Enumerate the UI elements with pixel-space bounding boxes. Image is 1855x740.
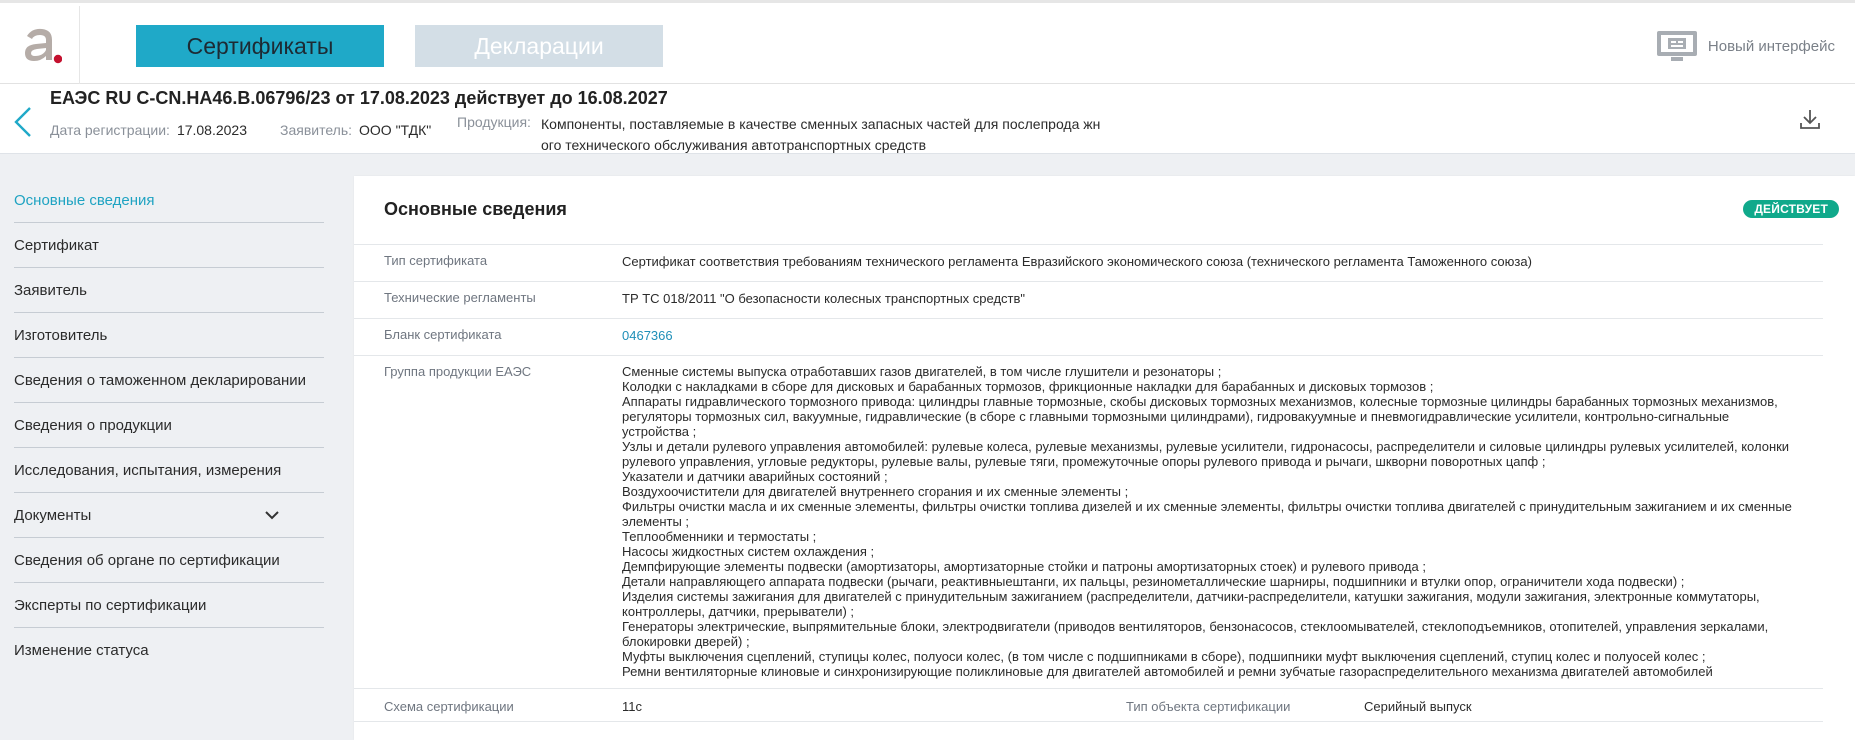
- group-line: Изделия системы зажигания для двигателей с принудительным зажиганием (распределители, датчики-распределители, катушки зажигания, модули зажигания, электронные коммутаторы,: [622, 589, 1760, 604]
- sidebar-item-customs[interactable]: [14, 358, 324, 403]
- product-group-label: Группа продукции ЕАЭС: [384, 364, 532, 379]
- sidebar-item-experts[interactable]: [14, 583, 324, 628]
- tech-reg-value: ТР ТС 018/2011 "О безопасности колесных транспортных средств": [622, 291, 1026, 306]
- group-line: Фильтры очистки масла и их сменные элементы, фильтры очистки топлива дизелей и их сменные элементы, фильтры очистки топлива двигателей с принудительным зажиганием и их сменные: [622, 499, 1792, 514]
- product-label: Продукция:: [457, 114, 531, 130]
- monitor-icon: [1656, 30, 1698, 62]
- group-line: Теплообменники и термостаты ;: [622, 529, 817, 544]
- sidebar-item-label: Документы: [14, 506, 92, 524]
- scheme-value: 11с: [622, 699, 642, 714]
- group-line: Детали направляющего аппарата подвески (рычаги, реактивныештанги, их пальцы, резинометаллические шарниры, подшипники и втулки опор, ограничители хода подвески) ;: [622, 574, 1685, 589]
- registration-date-label: Дата регистрации:: [50, 122, 170, 138]
- logo[interactable]: [0, 6, 80, 86]
- chevron-down-icon[interactable]: [264, 509, 280, 521]
- product-group-value: [622, 356, 1823, 688]
- scheme-label: Схема сертификации: [384, 699, 514, 714]
- group-line: Демпфирующие элементы подвески (амортизаторы, амортизаторные стойки и патроны амортизаторных стоек) и рулевого привода ;: [622, 559, 1426, 574]
- group-line: Сменные системы выпуска отработавших газов двигателей, в том числе глушители и резонаторы ;: [622, 364, 1222, 379]
- sidebar-item-label: Сертификат: [14, 236, 99, 254]
- blank-link[interactable]: 0467366: [622, 328, 673, 343]
- sidebar-item-applicant[interactable]: [14, 268, 324, 313]
- logo-a-icon: [18, 22, 62, 66]
- object-type-label: Тип объекта сертификации: [1126, 699, 1291, 714]
- group-line: рулевого управления, угловые редукторы, рулевые валы, рулевые тяги, промежуточные опоры рулевого привода и рычаги, шкворни поворотных цапф ;: [622, 454, 1546, 469]
- group-line: Узлы и детали рулевого управления автомобилей: рулевые колеса, рулевые механизмы, рулевые усилители, гидронасосы, распределители и силовые цилиндры рулевых усилителей, колонки: [622, 439, 1790, 454]
- group-line: Воздухоочистители для двигателей внутреннего сгорания и их сменные элементы ;: [622, 484, 1129, 499]
- sidebar-item-manufacturer[interactable]: [14, 313, 324, 358]
- group-line: Ремни вентиляторные клиновые и синхронизирующие поликлиновые для двигателей автомобилей и ремни зубчатые газораспределительного механизма двигателей автомобилей: [622, 664, 1713, 679]
- sidebar-item-label: Эксперты по сертификации: [14, 596, 207, 614]
- status-badge: ДЕЙСТВУЕТ: [1743, 200, 1839, 218]
- sidebar-item-label: Исследования, испытания, измерения: [14, 461, 282, 479]
- sidebar-item-cert-body[interactable]: [14, 538, 324, 583]
- group-line: Генераторы электрические, выпрямительные блоки, электродвигатели (приводов вентиляторов, бензонасосов, стеклоомывателей, стеклоподъемников, отопителей, управления зеркалами,: [622, 619, 1769, 634]
- tab-certificates[interactable]: Сертификаты: [136, 25, 384, 67]
- sidebar-item-main-info[interactable]: [14, 178, 324, 223]
- back-arrow-icon[interactable]: [10, 104, 36, 140]
- sidebar-item-product[interactable]: [14, 403, 324, 448]
- object-type-value: Серийный выпуск: [1364, 699, 1472, 714]
- group-line: Аппараты гидравлического тормозного привода: цилиндры главные тормозные, скобы дисковых тормозных механизмов, колесные тормозные цилиндры барабанных тормозных механизмов,: [622, 394, 1778, 409]
- group-line: устройства ;: [622, 424, 697, 439]
- new-interface-button[interactable]: [1656, 29, 1835, 63]
- main-info-panel: [354, 176, 1855, 740]
- panel-title: Основные сведения: [384, 199, 567, 219]
- row-product-group: [354, 355, 1823, 688]
- group-line: регуляторы тормозных сил, вакуумные, гидравлические (в сборе с главными тормозными цилиндрами), гидровакуумные и пневмогидравлические усилители, контрольно-сигнальные: [622, 409, 1730, 424]
- row-blank: [354, 318, 1823, 355]
- sidebar-item-label: Изготовитель: [14, 326, 108, 344]
- sidebar-item-label: Основные сведения: [14, 191, 155, 209]
- registration-date-value: 17.08.2023: [176, 122, 248, 138]
- applicant-value: ООО "ТДК": [359, 122, 432, 138]
- sidebar-item-label: Заявитель: [14, 281, 87, 299]
- group-line: элементы ;: [622, 514, 690, 529]
- group-line: контроллеры, датчики, прерыватели) ;: [622, 604, 855, 619]
- top-header: [0, 0, 1855, 84]
- cert-type-value: Сертификат соответствия требованиям технического регламента Евразийского экономического союза (технического регламента Таможенного союза): [622, 254, 1532, 269]
- sidebar-item-label: Сведения о таможенном декларировании: [14, 371, 307, 389]
- registration-date: [50, 122, 247, 138]
- group-line: блокировки дверей) ;: [622, 634, 750, 649]
- group-line: Указатели и датчики аварийных состояний ;: [622, 469, 888, 484]
- product-value: Компоненты, поставляемые в качестве сменных запасных частей для послепрода жного технического обслуживания автотранспортных средств: [541, 116, 1101, 153]
- group-line: Насосы жидкостных систем охлаждения ;: [622, 544, 875, 559]
- blank-label: Бланк сертификата: [384, 327, 502, 342]
- record-title: ЕАЭС RU C-CN.НА46.В.06796/23 от 17.08.2023 действует до 16.08.2027: [50, 88, 668, 108]
- tab-declarations[interactable]: Декларации: [415, 25, 663, 67]
- sidebar-item-certificate[interactable]: [14, 223, 324, 268]
- applicant-label: Заявитель:: [280, 122, 353, 138]
- record-header: [0, 84, 1855, 154]
- applicant: [280, 122, 431, 138]
- sidebar-item-label: Сведения о продукции: [14, 416, 172, 434]
- sidebar-item-label: Сведения об органе по сертификации: [14, 551, 280, 569]
- sidebar-item-research[interactable]: [14, 448, 324, 493]
- group-line: Муфты выключения сцеплений, ступицы колес, полуоси колес, (в том числе с подшипниками в сборе), подшипники муфт выключения сцеплений, ступиц колес и полуосей колес ;: [622, 649, 1706, 664]
- sidebar-nav: [0, 178, 324, 673]
- sidebar-item-status-change[interactable]: [14, 628, 324, 673]
- new-interface-label: Новый интерфейс: [1707, 37, 1835, 55]
- row-tech-reg: [354, 281, 1823, 318]
- row-scheme: [354, 688, 1823, 722]
- tech-reg-label: Технические регламенты: [384, 290, 536, 305]
- group-line: Колодки с накладками в сборе для дисковых и барабанных тормозов, фрикционные накладки для барабанных и дисковых тормозов ;: [622, 379, 1434, 394]
- sidebar-item-documents[interactable]: [14, 493, 324, 538]
- row-cert-type: [354, 244, 1823, 281]
- sidebar-item-label: Изменение статуса: [14, 642, 149, 659]
- info-table: [354, 244, 1855, 722]
- cert-type-label: Тип сертификата: [384, 253, 488, 268]
- download-icon[interactable]: [1799, 108, 1821, 130]
